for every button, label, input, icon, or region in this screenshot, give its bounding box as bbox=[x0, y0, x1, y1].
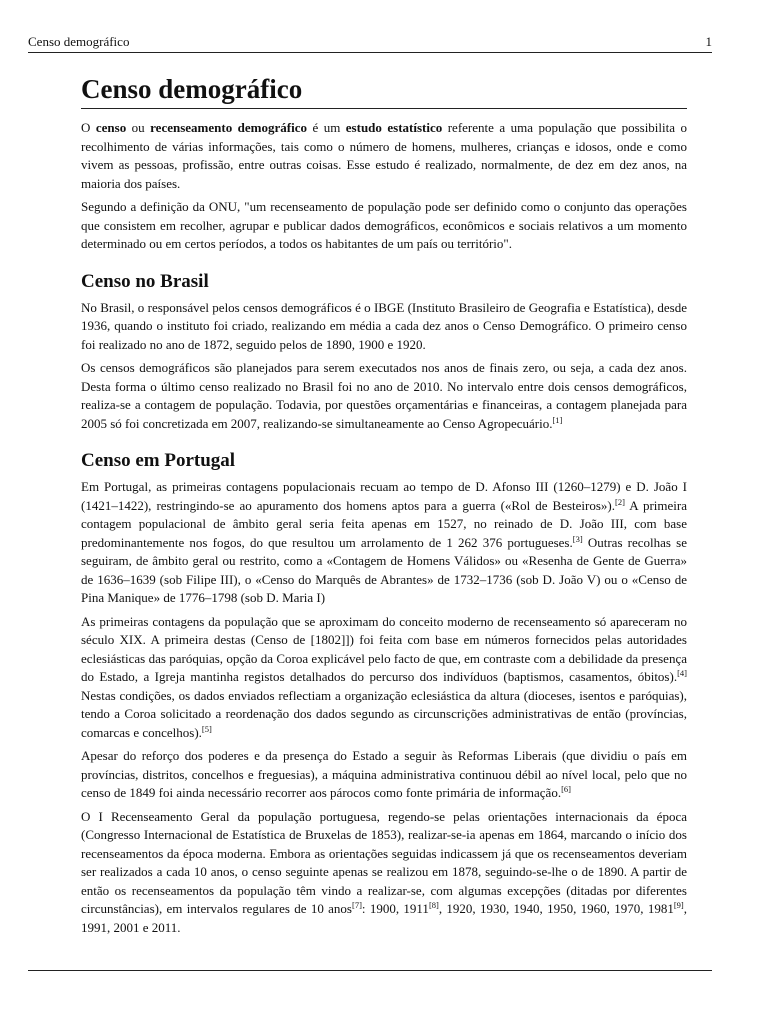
text-run: , 1991, 2001 e 2011. bbox=[81, 901, 687, 935]
section-heading-brasil: Censo no Brasil bbox=[81, 270, 209, 292]
article-body bbox=[81, 70, 687, 942]
intro-paragraph-1 bbox=[81, 119, 687, 193]
header-rule bbox=[28, 52, 712, 53]
text-run: As primeiras contagens da população que se aproximam do conceito moderno de recenseamento só apareceram no século XIX. A primeira destas (Censo de [1802]]) foi feita com base em números fornecidos pelas autoridades eclesiásticas das paróquias, opção da Coroa explicável pelo facto de que, em contraste com a debilidade da presença do Estado, a Igreja mantinha registos detalhados do percurso dos indivíduos (baptismos, casamentos, óbitos). bbox=[81, 613, 687, 684]
text-run: referente a uma população que possibilita o recolhimento de várias informações, tais como o número de homens, mulheres, crianças e idosos, onde e como vivem as pessoas, profissão, entre outras coisas. Esse estudo é realizado, normalmente, de dez em dez anos, na maioria dos países. bbox=[81, 120, 687, 191]
portugal-paragraph-3 bbox=[81, 747, 687, 803]
text-run: A primeira contagem populacional de âmbito geral seria feita apenas em 1527, no reinado de D. João III, com base predominantemente nos fogos, do que resultou um arrolamento de 1 262 376 portugueses. bbox=[81, 497, 687, 550]
intro-paragraph-2: Segundo a definição da ONU, "um recenseamento de população pode ser definido como o conjunto das operações que consistem em recolher, agrupar e publicar dados demográficos, econômicos e sociais relativos a um momento determinado ou em certos períodos, a todos os habitantes de um país ou território". bbox=[81, 199, 687, 251]
brasil-paragraph-1: No Brasil, o responsável pelos censos demográficos é o IBGE (Instituto Brasileiro de Geografia e Estatística), desde 1936, quando o instituto foi criado, realizando em média a cada dez anos o Censo Demográfico. O primeiro censo foi realizado no ano de 1872, seguido pelos de 1890, 1900 e 1920. bbox=[81, 299, 687, 352]
bold-term-recenseamento: recenseamento demográfico bbox=[150, 120, 307, 135]
text-run: Apesar do reforço dos poderes e da presença do Estado a seguir às Reformas Liberais (que dividiu o país em províncias, distritos, concelhos e freguesias), a máquina administrativa continuou débil ao nível local, pelo que no censo de 1849 foi ainda necessário recorrer aos párocos como fonte primária de informação. bbox=[81, 748, 687, 800]
citation-1[interactable]: [1] bbox=[552, 414, 563, 425]
citation-9[interactable]: [9] bbox=[673, 900, 684, 910]
text-run: Em Portugal, as primeiras contagens populacionais recuam ao tempo de D. Afonso III (1260–1279) e D. João I (1421–1422), restringindo-se ao apuramento dos homens aptos para a guerra («Rol de Besteiros»). bbox=[81, 479, 687, 513]
text-run: O I Recenseamento Geral da população portuguesa, regendo-se pelas orientações internacionais da época (Congresso Internacional de Estatística de Bruxelas de 1853), realizar-se-ia apenas em 1864, marcando o início dos recenseamentos da época moderna. Embora as orientações seguidas indicassem já que os recenseamentos deveriam ser realizados a cada 10 anos, o censo seguinte apenas se realizou em 1878, seguindo-se-lhe o de 1890. A partir de então os recenseamentos da população têm vindo a realizar-se, com algumas excepções (ditadas por diferentes circunstâncias), em intervalos regulares de 10 anos bbox=[81, 808, 687, 916]
citation-3[interactable]: [3] bbox=[572, 533, 583, 544]
text-run: O bbox=[81, 120, 96, 135]
page-title: Censo demográfico bbox=[81, 74, 303, 104]
running-header bbox=[28, 34, 712, 50]
page-number: 1 bbox=[705, 34, 712, 49]
citation-6[interactable]: [6] bbox=[561, 784, 571, 794]
running-title: Censo demográfico bbox=[28, 34, 130, 49]
citation-7[interactable]: [7] bbox=[352, 900, 362, 910]
text-run: Outras recolhas se seguiram, de âmbito geral ou restrito, como a «Contagem de Homens Válidos» ou «Resenha de Gente de Guerra» de 1636–1639 (sob Filipe III), o «Censo do Marquês de Abrantes» de 1732–1736 (sob D. João V) ou o «Censo de Pina Manique» de 1776–1798 (sob D. Maria I) bbox=[81, 534, 687, 605]
text-run: ou bbox=[126, 120, 151, 135]
citation-2[interactable]: [2] bbox=[615, 496, 625, 507]
section-heading-portugal: Censo em Portugal bbox=[81, 450, 236, 471]
portugal-paragraph-4 bbox=[81, 808, 687, 938]
brasil-paragraph-2 bbox=[81, 359, 687, 433]
text-run: Nestas condições, os dados enviados reflectiam a organização eclesiástica da altura (dioceses, isentos e paróquias), tendo a Coroa solicitado a reordenação dos dados segundo as circunscrições administrativas de então (províncias, comarcas e concelhos). bbox=[81, 687, 687, 740]
portugal-paragraph-2 bbox=[81, 613, 687, 743]
title-rule bbox=[81, 108, 687, 109]
citation-5[interactable]: [5] bbox=[201, 723, 212, 734]
bold-term-estudo-estatistico: estudo estatístico bbox=[345, 120, 443, 135]
text-run: : 1900, 1911 bbox=[361, 901, 429, 916]
citation-4[interactable]: [4] bbox=[677, 668, 687, 678]
footer-rule bbox=[28, 970, 712, 971]
text-run: é um bbox=[306, 120, 346, 135]
bold-term-censo: censo bbox=[95, 120, 127, 135]
text-run: Os censos demográficos são planejados para serem executados nos anos de finais zero, ou seja, a cada dez anos. Desta forma o último censo realizado no Brasil foi no ano de 2010. No intervalo entre dois censos demográficos, realiza-se a contagem de população. Todavia, por questões orçamentárias e financeiras, a contagem planejada para 2005 só foi concretizada em 2007, realizando-se simultaneamente ao Censo Agropecuário. bbox=[81, 360, 687, 431]
portugal-paragraph-1 bbox=[81, 478, 687, 608]
text-run: , 1920, 1930, 1940, 1950, 1960, 1970, 1981 bbox=[438, 901, 674, 916]
citation-8[interactable]: [8] bbox=[428, 900, 439, 910]
